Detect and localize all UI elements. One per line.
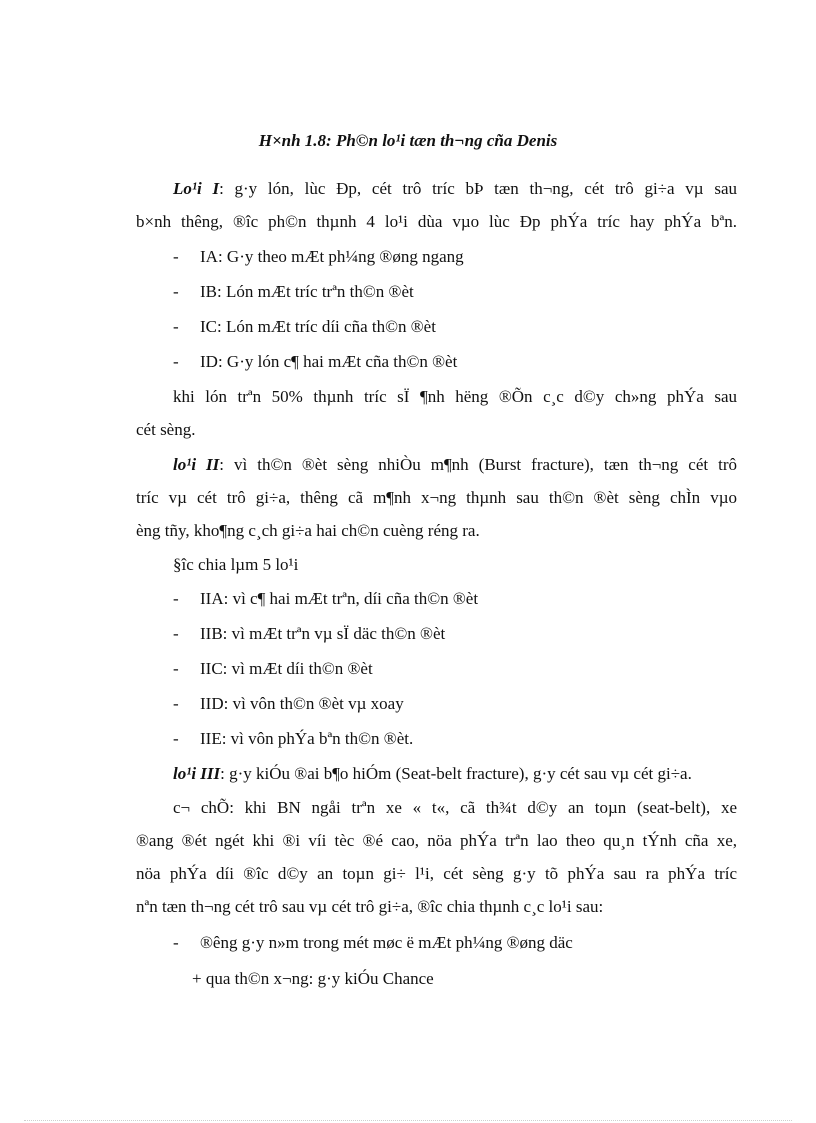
list-item-text: IC: Lón mÆt tríc díi cña th©n ®èt: [200, 317, 436, 336]
list-item-text: IIA: vì c¶ hai mÆt trªn, díi cña th©n ®èt: [200, 589, 479, 608]
type2-description: : vì th©n ®èt sèng nhiÒu m¶nh (Burst fracture), tæn th¬ng cét trô: [219, 455, 737, 474]
mechanism-line-2: ®ang ®ét ngét khi ®i víi tèc ®é cao, nöa phÝa trªn lao theo qu¸n tÝnh cña xe,: [136, 831, 737, 850]
list-bullet: -: [173, 624, 179, 643]
list-item-text: ID: G·y lón c¶ hai mÆt cña th©n ®èt: [200, 352, 458, 371]
figure-caption: H×nh 1.8: Ph©n lo¹i tæn th¬ng cña Denis: [258, 131, 558, 150]
list-bullet: -: [173, 729, 179, 748]
type2-label: lo¹i II: [173, 455, 220, 474]
list-item-text: IID: vì vôn th©n ®èt vµ xoay: [200, 694, 404, 713]
list-item-text: IIE: vì vôn phÝa bªn th©n ®èt.: [200, 729, 414, 748]
list-bullet: -: [173, 659, 179, 678]
sub-list-item: + qua th©n x¬ng: g·y kiÓu Chance: [192, 969, 434, 988]
type1-paragraph-line-1: [173, 179, 737, 199]
list-bullet: -: [173, 933, 179, 952]
mechanism-line-3: nöa phÝa díi ®îc d©y an toµn gi÷ l¹i, cét sèng g·y tõ phÝa sau ra phÝa tríc: [136, 864, 737, 883]
list-item-text: IIC: vì mÆt díi th©n ®èt: [200, 659, 373, 678]
type3-label: lo¹i III: [173, 764, 221, 783]
list-item-text: IB: Lón mÆt tríc trªn th©n ®èt: [200, 282, 414, 301]
list-item-text: IIB: vì mÆt trªn vµ sÏ däc th©n ®èt: [200, 624, 446, 643]
mechanism-line-4: nªn tæn th¬ng cét trô sau vµ cét trô gi÷a, ®îc chia thµnh c¸c lo¹i sau:: [136, 897, 604, 916]
type1-label: Lo¹i I: [173, 179, 220, 198]
compression-note-line-2: cét sèng.: [136, 420, 196, 439]
mechanism-line-1: c¬ chÕ: khi BN ngåi trªn xe « t«, cã th¾t d©y an toµn (seat-belt), xe: [173, 798, 737, 817]
type3-paragraph: [173, 764, 692, 784]
list-bullet: -: [173, 694, 179, 713]
type1-paragraph-line-2: b×nh thêng, ®îc ph©n thµnh 4 lo¹i dùa vµo lùc Ðp phÝa tríc hay phÝa bªn.: [136, 212, 737, 231]
list-bullet: -: [173, 282, 179, 301]
list-item-text: IA: G·y theo mÆt ph¼ng ®øng ngang: [200, 247, 464, 266]
list-bullet: -: [173, 589, 179, 608]
type1-description: : g·y lón, lùc Ðp, cét trô tríc bÞ tæn th¬ng, cét trô gi÷a vµ sau: [219, 179, 737, 198]
page-bottom-rule: [24, 1120, 792, 1121]
subdivision-intro: §îc chia lµm 5 lo¹i: [173, 555, 299, 574]
list-bullet: -: [173, 247, 179, 266]
list-bullet: -: [173, 317, 179, 336]
type3-description: : g·y kiÓu ®ai b¶o hiÓm (Seat-belt fracture), g·y cét sau vµ cét gi÷a.: [220, 764, 692, 783]
compression-note-line-1: khi lón trªn 50% thµnh tríc sÏ ¶nh hëng ®Õn c¸c d©y ch»ng phÝa sau: [173, 387, 737, 406]
type2-paragraph-line-1: [173, 455, 737, 475]
list-item-text: ®êng g·y n»m trong mét møc ë mÆt ph¼ng ®øng däc: [200, 933, 573, 952]
list-bullet: -: [173, 352, 179, 371]
type2-paragraph-line-3: èng tñy, kho¶ng c¸ch gi÷a hai ch©n cuèng réng ra.: [136, 521, 480, 540]
type2-paragraph-line-2: tríc vµ cét trô gi÷a, thêng cã m¶nh x¬ng thµnh sau th©n ®èt sèng chÌn vµo: [136, 488, 737, 507]
